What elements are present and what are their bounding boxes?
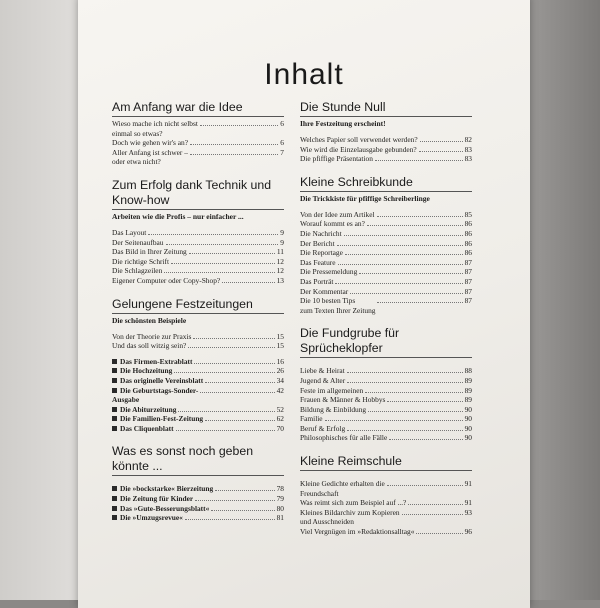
toc-bullet-entry <box>112 386 284 405</box>
entry-label: Das Feature <box>300 257 336 267</box>
toc-entry <box>112 119 284 138</box>
section-title: Am Anfang war die Idee <box>112 100 284 117</box>
section-subtitle: Ihre Festzeitung erscheint! <box>300 119 386 128</box>
toc-entry <box>112 332 284 342</box>
page-number: 89 <box>464 385 472 395</box>
page-number: 62 <box>276 414 284 424</box>
toc-entry <box>112 138 284 148</box>
leader-dots <box>389 439 462 440</box>
leader-dots <box>200 125 278 126</box>
toc-section <box>300 100 472 164</box>
toc-entry <box>300 386 472 396</box>
page-number: 11 <box>276 247 284 257</box>
toc-entry <box>300 366 472 376</box>
toc-bullet-entry <box>112 424 284 434</box>
page-number: 7 <box>280 147 284 157</box>
toc-section <box>300 326 472 443</box>
section-title: Kleine Schreibkunde <box>300 175 472 192</box>
page-number: 83 <box>464 144 472 154</box>
entry-label: Aller Anfang ist schwer – oder etwa nicht? <box>112 147 188 167</box>
leader-dots <box>347 382 462 383</box>
section-title: Die Fundgrube für Sprücheklopfer <box>300 326 472 358</box>
toc-bullet-entry <box>112 357 284 367</box>
toc-entry <box>112 247 284 257</box>
toc-entry <box>112 341 284 351</box>
toc-entry <box>300 277 472 287</box>
leader-dots <box>222 282 274 283</box>
entry-label: Kleine Gedichte erhalten die Freundschaft <box>300 479 385 498</box>
entry-label: Eigener Computer oder Copy-Shop? <box>112 275 221 285</box>
entry-label: Die Pressemeldung <box>300 267 358 277</box>
toc-bullet-entry <box>112 504 284 514</box>
leader-dots <box>350 293 462 294</box>
toc-bullet-entry <box>112 405 284 415</box>
toc-entry <box>300 248 472 258</box>
entry-label: Die Hochzeitung <box>112 366 172 376</box>
entry-label: Die »bockstarke« Bierzeitung <box>112 484 213 494</box>
leader-dots <box>194 363 274 364</box>
page-number: 86 <box>464 238 472 248</box>
leader-dots <box>189 253 275 254</box>
entry-label: Die Geburtstags-Sonder- Ausgabe <box>112 385 199 405</box>
page-number: 87 <box>464 276 472 286</box>
leader-dots <box>195 500 274 501</box>
leader-dots <box>188 347 274 348</box>
toc-section <box>112 444 284 522</box>
page-number: 79 <box>276 494 284 504</box>
leader-dots <box>211 510 274 511</box>
leader-dots <box>419 151 463 152</box>
toc-entry <box>300 498 472 508</box>
page-number: 87 <box>464 257 472 267</box>
entry-label: Familie <box>300 414 323 424</box>
section-subtitle: Arbeiten wie die Profis – nur einfacher ... <box>112 211 244 221</box>
entry-label: Die Zeitung für Kinder <box>112 494 193 504</box>
leader-dots <box>185 519 275 520</box>
toc-entry <box>112 266 284 276</box>
leader-dots <box>416 533 462 534</box>
leader-dots <box>387 485 463 486</box>
toc-entry <box>300 296 472 315</box>
entry-label: Frauen & Männer & Hobbys <box>300 395 386 405</box>
toc-entry <box>300 145 472 155</box>
leader-dots <box>200 392 274 393</box>
page-number: 81 <box>276 513 284 523</box>
section-title: Zum Erfolg dank Technik und Know-how <box>112 178 284 210</box>
leader-dots <box>344 235 463 236</box>
page-number: 13 <box>276 275 284 285</box>
leader-dots <box>193 338 274 339</box>
page-number: 83 <box>464 154 472 164</box>
leader-dots <box>178 411 274 412</box>
entry-label: Jugend & Alter <box>300 375 346 385</box>
toc-section <box>300 175 472 316</box>
entry-label: Die richtige Schrift <box>112 256 170 266</box>
entry-label: Liebe & Heirat <box>300 366 345 376</box>
page-number: 86 <box>464 248 472 258</box>
entry-label: Die pfiffige Präsentation <box>300 154 373 164</box>
leader-dots <box>205 420 274 421</box>
leader-dots <box>176 430 275 431</box>
leader-dots <box>359 273 462 274</box>
leader-dots <box>215 490 274 491</box>
entry-label: Das Bild in Ihrer Zeitung <box>112 247 187 257</box>
page-number: 15 <box>276 341 284 351</box>
page-number: 34 <box>276 375 284 385</box>
entry-label: Von der Theorie zur Praxis <box>112 331 192 341</box>
entry-label: Die Schlagzeilen <box>112 266 163 276</box>
toc-entry <box>300 508 472 527</box>
leader-dots <box>148 234 278 235</box>
toc-section <box>300 454 472 537</box>
leader-dots <box>365 392 462 393</box>
leader-dots <box>387 401 462 402</box>
leader-dots <box>164 272 274 273</box>
entry-label: Die Abiturzeitung <box>112 405 176 415</box>
entry-label: Das originelle Vereinsblatt <box>112 376 203 386</box>
entry-label: Das Firmen-Extrablatt <box>112 357 192 367</box>
page-number: 96 <box>464 527 472 537</box>
entry-label: Das Layout <box>112 227 147 237</box>
page-number: 52 <box>276 404 284 414</box>
section-title: Kleine Reimschule <box>300 454 472 471</box>
toc-column-right <box>300 100 472 548</box>
toc-entry <box>300 414 472 424</box>
page-number: 26 <box>276 366 284 376</box>
toc-entry <box>300 376 472 386</box>
section-subtitle: Die Trickkiste für pfiffige Schreiberlinge <box>300 193 430 203</box>
entry-label: Die Familien-Fest-Zeitung <box>112 414 203 424</box>
leader-dots <box>377 216 463 217</box>
toc-entry <box>112 148 284 167</box>
page-number: 87 <box>464 296 472 306</box>
page-number: 70 <box>276 423 284 433</box>
toc-bullet-entry <box>112 366 284 376</box>
section-title: Die Stunde Null <box>300 100 472 117</box>
entry-label: Wie wird die Einzelausgabe gebunden? <box>300 144 417 154</box>
page-number: 91 <box>464 479 472 489</box>
leader-dots <box>338 264 463 265</box>
entry-label: Feste im allgemeinen <box>300 385 364 395</box>
toc-entry <box>112 228 284 238</box>
page-number: 12 <box>276 266 284 276</box>
leader-dots <box>402 514 463 515</box>
entry-label: Welches Papier soll verwendet werden? <box>300 135 418 144</box>
toc-entry <box>300 433 472 443</box>
toc-entry <box>300 229 472 239</box>
leader-dots <box>190 154 278 155</box>
entry-label: Beruf & Erfolg <box>300 423 346 433</box>
section-title: Gelungene Festzeitungen <box>112 297 284 314</box>
entry-label: Viel Vergnügen im »Redaktionsalltag« <box>300 527 415 537</box>
page-number: 90 <box>464 433 472 443</box>
page-title: Inhalt <box>264 58 344 91</box>
toc-entry <box>300 527 472 537</box>
toc-section <box>112 178 284 286</box>
toc-entry <box>300 219 472 229</box>
page-number: 9 <box>280 237 284 247</box>
entry-label: Der Kommentar <box>300 286 349 296</box>
leader-dots <box>368 411 463 412</box>
toc-bullet-entry <box>112 414 284 424</box>
page-number: 15 <box>276 331 284 341</box>
entry-label: Die Nachricht <box>300 228 342 238</box>
toc-bullet-entry <box>112 494 284 504</box>
page-number: 6 <box>280 119 284 128</box>
toc-column-left <box>112 100 284 534</box>
entry-label: Kleines Bildarchiv zum Kopieren und Ausschneiden <box>300 507 400 527</box>
page-number: 80 <box>276 503 284 513</box>
page-number: 12 <box>276 256 284 266</box>
page-number: 93 <box>464 507 472 517</box>
leader-dots <box>171 263 275 264</box>
entry-label: Wieso mache ich nicht selbst einmal so etwas? <box>112 119 198 138</box>
leader-dots <box>408 504 462 505</box>
leader-dots <box>325 420 463 421</box>
leader-dots <box>420 141 463 142</box>
page-number: 87 <box>464 286 472 296</box>
page-number: 90 <box>464 404 472 414</box>
toc-entry <box>300 424 472 434</box>
page-number: 6 <box>280 138 284 148</box>
entry-label: Der Bericht <box>300 238 335 248</box>
toc-entry <box>300 210 472 220</box>
toc-entry <box>300 395 472 405</box>
toc-entry <box>112 257 284 267</box>
toc-entry <box>300 239 472 249</box>
page-number: 87 <box>464 267 472 277</box>
leader-dots <box>347 430 462 431</box>
entry-label: Der Seitenaufbau <box>112 237 164 247</box>
leader-dots <box>345 254 463 255</box>
section-subtitle: Die schönsten Beispiele <box>112 315 187 325</box>
page-number: 88 <box>464 366 472 376</box>
toc-entry <box>300 135 472 145</box>
toc-entry <box>300 154 472 164</box>
entry-label: Philosophisches für alle Fälle <box>300 433 388 443</box>
toc-entry <box>300 405 472 415</box>
toc-entry <box>300 479 472 498</box>
page-number: 90 <box>464 414 472 424</box>
leader-dots <box>377 302 462 303</box>
toc-bullet-entry <box>112 376 284 386</box>
leader-dots <box>190 144 278 145</box>
page-number: 91 <box>464 498 472 508</box>
section-title: Was es sonst noch geben könnte ... <box>112 444 284 476</box>
entry-label: Die Reportage <box>300 248 343 258</box>
background-right <box>520 0 600 600</box>
leader-dots <box>166 244 279 245</box>
toc-entry <box>300 287 472 297</box>
page-number: 86 <box>464 228 472 238</box>
entry-label: Das Cliquenblatt <box>112 424 174 434</box>
page-number: 42 <box>276 385 284 395</box>
toc-bullet-entry <box>112 513 284 523</box>
entry-label: Das Porträt <box>300 276 334 286</box>
leader-dots <box>335 283 462 284</box>
leader-dots <box>375 160 463 161</box>
entry-label: Die »Umzugsrevue« <box>112 513 183 523</box>
page-number: 78 <box>276 484 284 494</box>
page-number: 89 <box>464 395 472 405</box>
page-number: 16 <box>276 356 284 366</box>
entry-label: Von der Idee zum Artikel <box>300 209 375 219</box>
page-number: 90 <box>464 423 472 433</box>
entry-label: Die 10 besten Tips zum Texten Ihrer Zeitung <box>300 296 376 315</box>
entry-label: Bildung & Einbildung <box>300 404 367 414</box>
page-number: 82 <box>464 135 472 144</box>
leader-dots <box>347 372 463 373</box>
toc-entry <box>300 258 472 268</box>
entry-label: Doch wie gehen wir's an? <box>112 138 189 148</box>
entry-label: Das »Gute-Besserungsblatt« <box>112 504 209 514</box>
toc-entry <box>300 267 472 277</box>
toc-section <box>112 297 284 434</box>
toc-bullet-entry <box>112 484 284 494</box>
leader-dots <box>367 225 463 226</box>
leader-dots <box>205 382 274 383</box>
page-number: 89 <box>464 375 472 385</box>
leader-dots <box>337 245 463 246</box>
entry-label: Und das soll witzig sein? <box>112 341 187 351</box>
toc-section <box>112 100 284 167</box>
book-page <box>78 0 530 608</box>
page-number: 9 <box>280 227 284 237</box>
page-number: 86 <box>464 219 472 229</box>
toc-entry <box>112 238 284 248</box>
entry-label: Worauf kommt es an? <box>300 219 365 229</box>
page-number: 85 <box>464 209 472 219</box>
entry-label: Was reimt sich zum Beispiel auf ...? <box>300 498 407 508</box>
leader-dots <box>174 372 274 373</box>
toc-entry <box>112 276 284 286</box>
